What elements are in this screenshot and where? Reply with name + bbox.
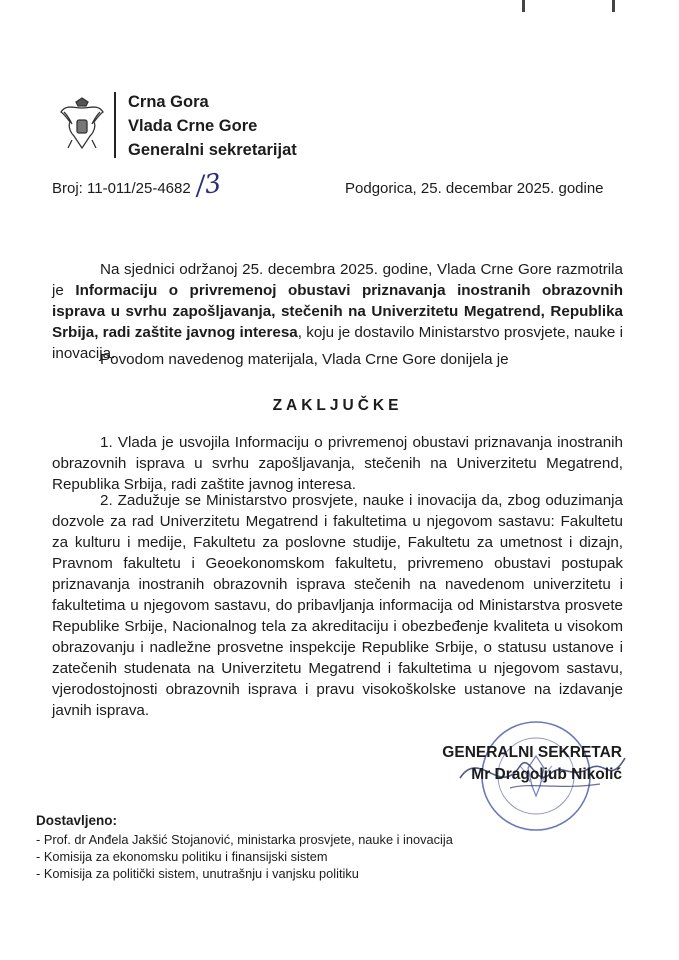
organization-block (128, 90, 297, 162)
distribution-label: Dostavljeno: (36, 813, 118, 828)
letterhead-divider (114, 92, 116, 158)
reference-number: Broj: 11-011/25-4682 (52, 180, 191, 197)
signature-block (422, 742, 622, 786)
handwritten-suffix: /3 (194, 168, 224, 202)
conclusions-title: ZAKLJUČKE (272, 397, 403, 414)
conclusion-2: 2. Zadužuje se Ministarstvo prosvjete, nauke i inovacija da, zbog oduzimanja dozvole za rad Univerzitetu Megatrend i fakultetima u njegovom sastavu: Fakultetu za kulturu i medije, Fakultetu za poslovne studije, Fakultetu za umetnost i dizajn, Pravnom fakultetu i Geoekonomskom fakultetu, privremeno obustavi postupak priznavanja inostranih obrazovnih isprava stečenih na navedenom univerzitetu i fakultetima u njegovom sastavu, do pribavljanja informacija od Ministarstva prosvete Republike Srbije, Nacionalnog tela za akreditaciju i obezbeđenje kvaliteta u visokom obrazovanju i nadležne prosvetne inspekcije Republike Srbije, o statusu ustanove i zatečenih studenata na Univerzitetu Megatrend i fakultetima u njegovom sastavu, vjerodostojnosti obrazovnih isprava i pravu visokoškolske ustanove na izdavanje javnih isprava. (52, 492, 623, 719)
distribution-list (36, 812, 453, 882)
signer-role: GENERALNI SEKRETAR (442, 744, 622, 761)
country-name: Crna Gora (128, 93, 209, 111)
intro-follow: Povodom navedenog materijala, Vlada Crne Gore donijela je (100, 351, 509, 368)
intro-subject: Informaciju o privremenoj obustavi priznavanja inostranih obrazovnih isprava u svrhu zapošljavanja, stečenih na Univerzitetu Megatrend, Republika Srbija, radi zaštite javnog interesa (52, 282, 623, 341)
signer-name: Mr Dragoljub Nikolić (471, 766, 622, 783)
distribution-item: - Prof. dr Anđela Jakšić Stojanović, ministarka prosvjete, nauke i inovacija (36, 832, 453, 847)
coat-of-arms-icon (58, 96, 106, 152)
conclusion-1: 1. Vlada je usvojila Informaciju o privremenoj obustavi priznavanja inostranih obrazovnih isprava u svrhu zapošljavanja, stečenih na Univerzitetu Megatrend, Republika Srbija, radi zaštite javnog interesa. (52, 434, 623, 493)
office-name: Generalni sekretarijat (128, 141, 297, 159)
government-name: Vlada Crne Gore (128, 117, 258, 135)
place-and-date: Podgorica, 25. decembar 2025. godine (345, 180, 604, 197)
scan-edge-mark (612, 0, 615, 12)
distribution-item: - Komisija za politički sistem, unutrašnju i vanjsku politiku (36, 866, 359, 881)
intro-lead: Na sjednici održanoj 25. decembra 2025. godine, Vlada Crne Gore razmotrila je (52, 261, 623, 299)
distribution-item: - Komisija za ekonomsku politiku i finansijski sistem (36, 849, 328, 864)
scan-edge-mark (522, 0, 525, 12)
intro-tail: , koju je dostavilo Ministarstvo prosvjete, nauke i inovacija. (52, 324, 624, 362)
